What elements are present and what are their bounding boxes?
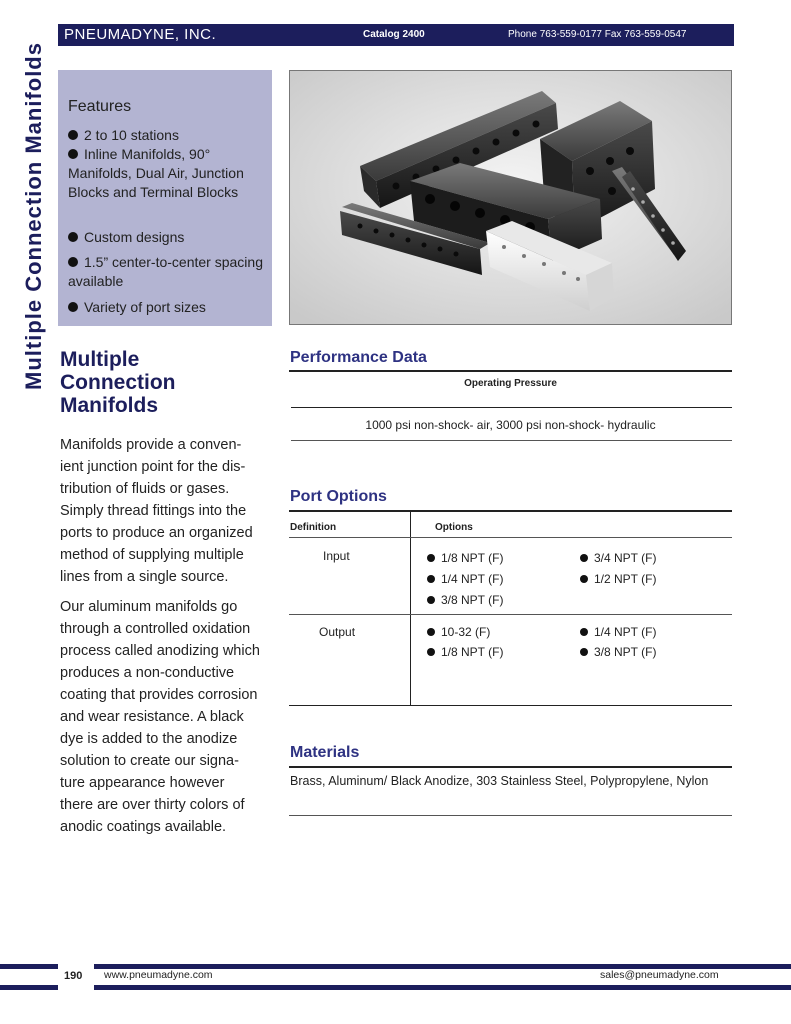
main-title: Multiple Connection Manifolds xyxy=(60,348,176,417)
performance-header: Operating Pressure xyxy=(464,378,557,389)
bullet-icon xyxy=(427,628,435,636)
port-option: 1/4 NPT (F) xyxy=(427,572,503,586)
bullet-icon xyxy=(427,575,435,583)
bullet-icon xyxy=(580,554,588,562)
page-number: 190 xyxy=(64,970,83,982)
port-option: 1/8 NPT (F) xyxy=(427,551,503,565)
vertical-section-title: Multiple Connection Manifolds xyxy=(21,42,46,390)
bullet-icon xyxy=(427,554,435,562)
divider xyxy=(289,815,732,816)
port-option: 3/8 NPT (F) xyxy=(580,645,656,659)
port-option: 1/8 NPT (F) xyxy=(427,645,503,659)
bullet-icon xyxy=(68,232,78,242)
divider xyxy=(289,705,732,706)
column-divider xyxy=(410,511,411,706)
contact-phone-fax: Phone 763-559-0177 Fax 763-559-0547 xyxy=(508,29,687,40)
port-option: 1/2 NPT (F) xyxy=(580,572,656,586)
bullet-icon xyxy=(427,596,435,604)
bullet-icon xyxy=(580,575,588,583)
port-option: 3/8 NPT (F) xyxy=(427,593,503,607)
catalog-label: Catalog 2400 xyxy=(363,29,425,40)
port-definition-input: Input xyxy=(323,549,350,563)
feature-item: Custom designs xyxy=(68,228,264,247)
materials-text: Brass, Aluminum/ Black Anodize, 303 Stainless Steel, Polypropylene, Nylon xyxy=(290,774,709,788)
body-paragraph-1: Manifolds provide a conven- ient junction point for the dis- tribution of fluids or gases. Simply thread fittings into the ports to produce an organized method of supplying multiple lines from a single source. xyxy=(60,437,253,585)
column-header-options: Options xyxy=(435,522,473,533)
bullet-icon xyxy=(68,302,78,312)
email-link[interactable]: sales@pneumadyne.com xyxy=(600,969,719,981)
column-header-definition: Definition xyxy=(290,522,337,533)
feature-item: Inline Manifolds, 90° Manifolds, Dual Air, Junction Blocks and Terminal Blocks xyxy=(68,146,244,200)
port-option: 1/4 NPT (F) xyxy=(580,625,656,639)
materials-title: Materials xyxy=(290,744,360,761)
divider xyxy=(289,614,732,615)
divider xyxy=(289,766,732,768)
bullet-icon xyxy=(580,648,588,656)
website-link[interactable]: www.pneumadyne.com xyxy=(104,969,213,981)
divider xyxy=(291,407,732,408)
body-paragraph-2: Our aluminum manifolds go through a controlled oxidation process called anodizing which produces a non-conductive coating that provides corrosion and wear resistance. A black dye is added to the anodize solution to create our signa- ture appearance however there are over thirty colors of anodic coatings available. xyxy=(60,599,260,835)
performance-value: 1000 psi non-shock- air, 3000 psi non-shock- hydraulic xyxy=(365,418,656,432)
bullet-icon xyxy=(68,149,78,159)
product-photo xyxy=(289,70,732,325)
feature-item: 1.5” center-to-center spacing available xyxy=(68,254,263,289)
port-options-title: Port Options xyxy=(290,488,387,505)
bullet-icon xyxy=(68,130,78,140)
divider xyxy=(291,440,732,441)
bullet-icon xyxy=(580,628,588,636)
divider xyxy=(289,537,732,538)
company-name: PNEUMADYNE, INC. xyxy=(64,26,217,43)
feature-item: 2 to 10 stations xyxy=(68,126,264,145)
features-heading: Features xyxy=(68,98,132,115)
bullet-icon xyxy=(68,257,78,267)
port-option: 10-32 (F) xyxy=(427,625,490,639)
divider xyxy=(289,370,732,372)
feature-item: Variety of port sizes xyxy=(68,298,264,317)
divider xyxy=(289,510,732,512)
bullet-icon xyxy=(427,648,435,656)
footer-bar-bottom xyxy=(0,985,791,990)
port-option: 3/4 NPT (F) xyxy=(580,551,656,565)
port-definition-output: Output xyxy=(319,625,356,639)
performance-title: Performance Data xyxy=(290,349,427,366)
